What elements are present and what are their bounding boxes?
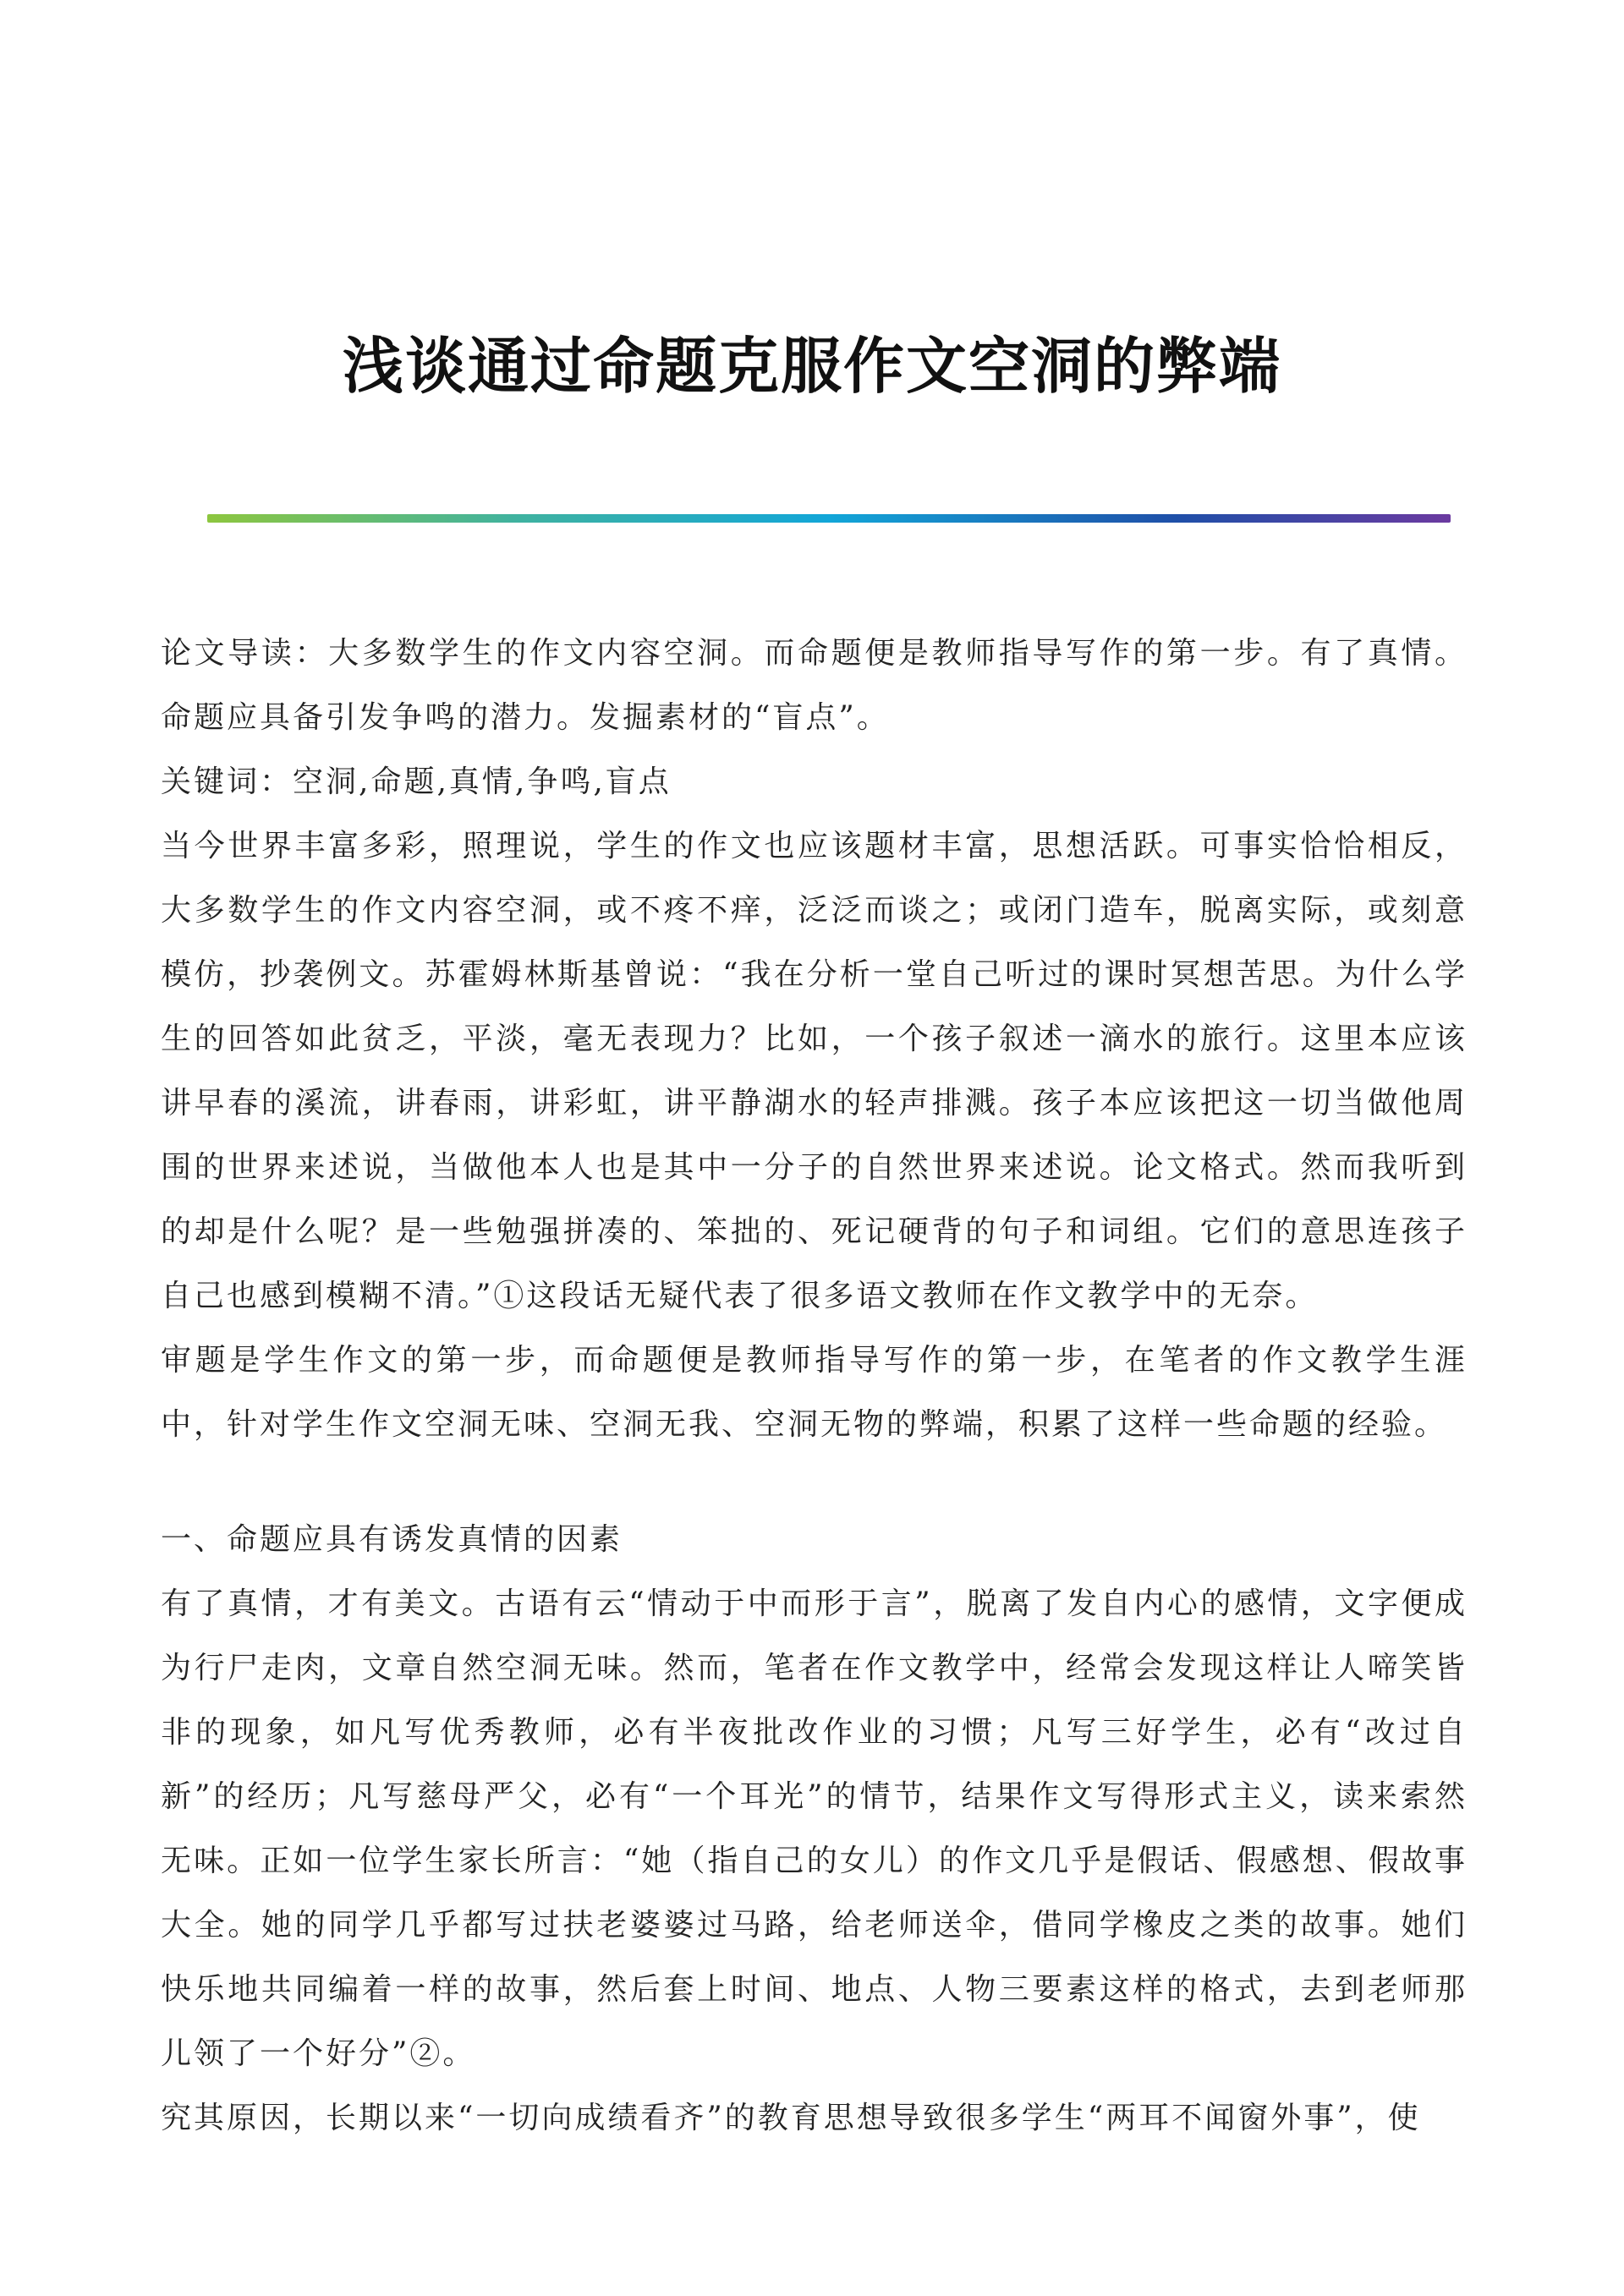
body-paragraph: 当今世界丰富多彩，照理说，学生的作文也应该题材丰富，思想活跃。可事实恰恰相反，大多数学生的作文内容空洞，或不疼不痒，泛泛而谈之；或闭门造车，脱离实际，或刻意模仿，抄袭例文。苏霍姆林斯基曾说：“我在分析一堂自己听过的课时冥想苦思。为什么学生的回答如此贫乏，平淡，毫无表现力？比如，一个孩子叙述一滴水的旅行。这里本应该讲早春的溪流，讲春雨，讲彩虹，讲平静湖水的轻声排溅。孩子本应该把这一切当做他周围的世界来述说，当做他本人也是其中一分子的自然世界来述说。论文格式。然而我听到的却是什么呢？是一些勉强拼凑的、笨拙的、死记硬背的句子和词组。它们的意思连孩子自己也感到模糊不清。”①这段话无疑代表了很多语文教师在作文教学中的无奈。 — [161, 829, 1468, 1313]
body-paragraph: 究其原因，长期以来“一切向成绩看齐”的教育思想导致很多学生“两耳不闻窗外事”，使 — [161, 2101, 1421, 2135]
keywords-paragraph: 关键词：空洞,命题,真情,争鸣,盲点 — [161, 764, 672, 799]
paragraph-gap — [161, 1457, 1468, 1508]
document-body — [161, 622, 1468, 2151]
title-divider — [207, 514, 1451, 523]
body-paragraph: 有了真情，才有美文。古语有云“情动于中而形于言”，脱离了发自内心的感情，文字便成为行尸走肉，文章自然空洞无味。然而，笔者在作文教学中，经常会发现这样让人啼笑皆非的现象，如凡写优秀教师，必有半夜批改作业的习惯；凡写三好学生，必有“改过自新”的经历；凡写慈母严父，必有“一个耳光”的情节，结果作文写得形式主义，读来索然无味。正如一位学生家长所言：“她（指自己的女儿）的作文几乎是假话、假感想、假故事大全。她的同学几乎都写过扶老婆婆过马路，给老师送伞，借同学橡皮之类的故事。她们快乐地共同编着一样的故事，然后套上时间、地点、人物三要素这样的格式，去到老师那儿领了一个好分”②。 — [161, 1586, 1468, 2071]
section-heading: 一、命题应具有诱发真情的因素 — [161, 1522, 623, 1557]
abstract-paragraph: 论文导读：大多数学生的作文内容空洞。而命题便是教师指导写作的第一步。有了真情。命题应具备引发争鸣的潜力。发掘素材的“盲点”。 — [161, 636, 1468, 735]
body-paragraph: 审题是学生作文的第一步，而命题便是教师指导写作的第一步，在笔者的作文教学生涯中，针对学生作文空洞无味、空洞无我、空洞无物的弊端，积累了这样一些命题的经验。 — [161, 1343, 1468, 1442]
document-title: 浅谈通过命题克服作文空洞的弊端 — [342, 331, 1281, 402]
